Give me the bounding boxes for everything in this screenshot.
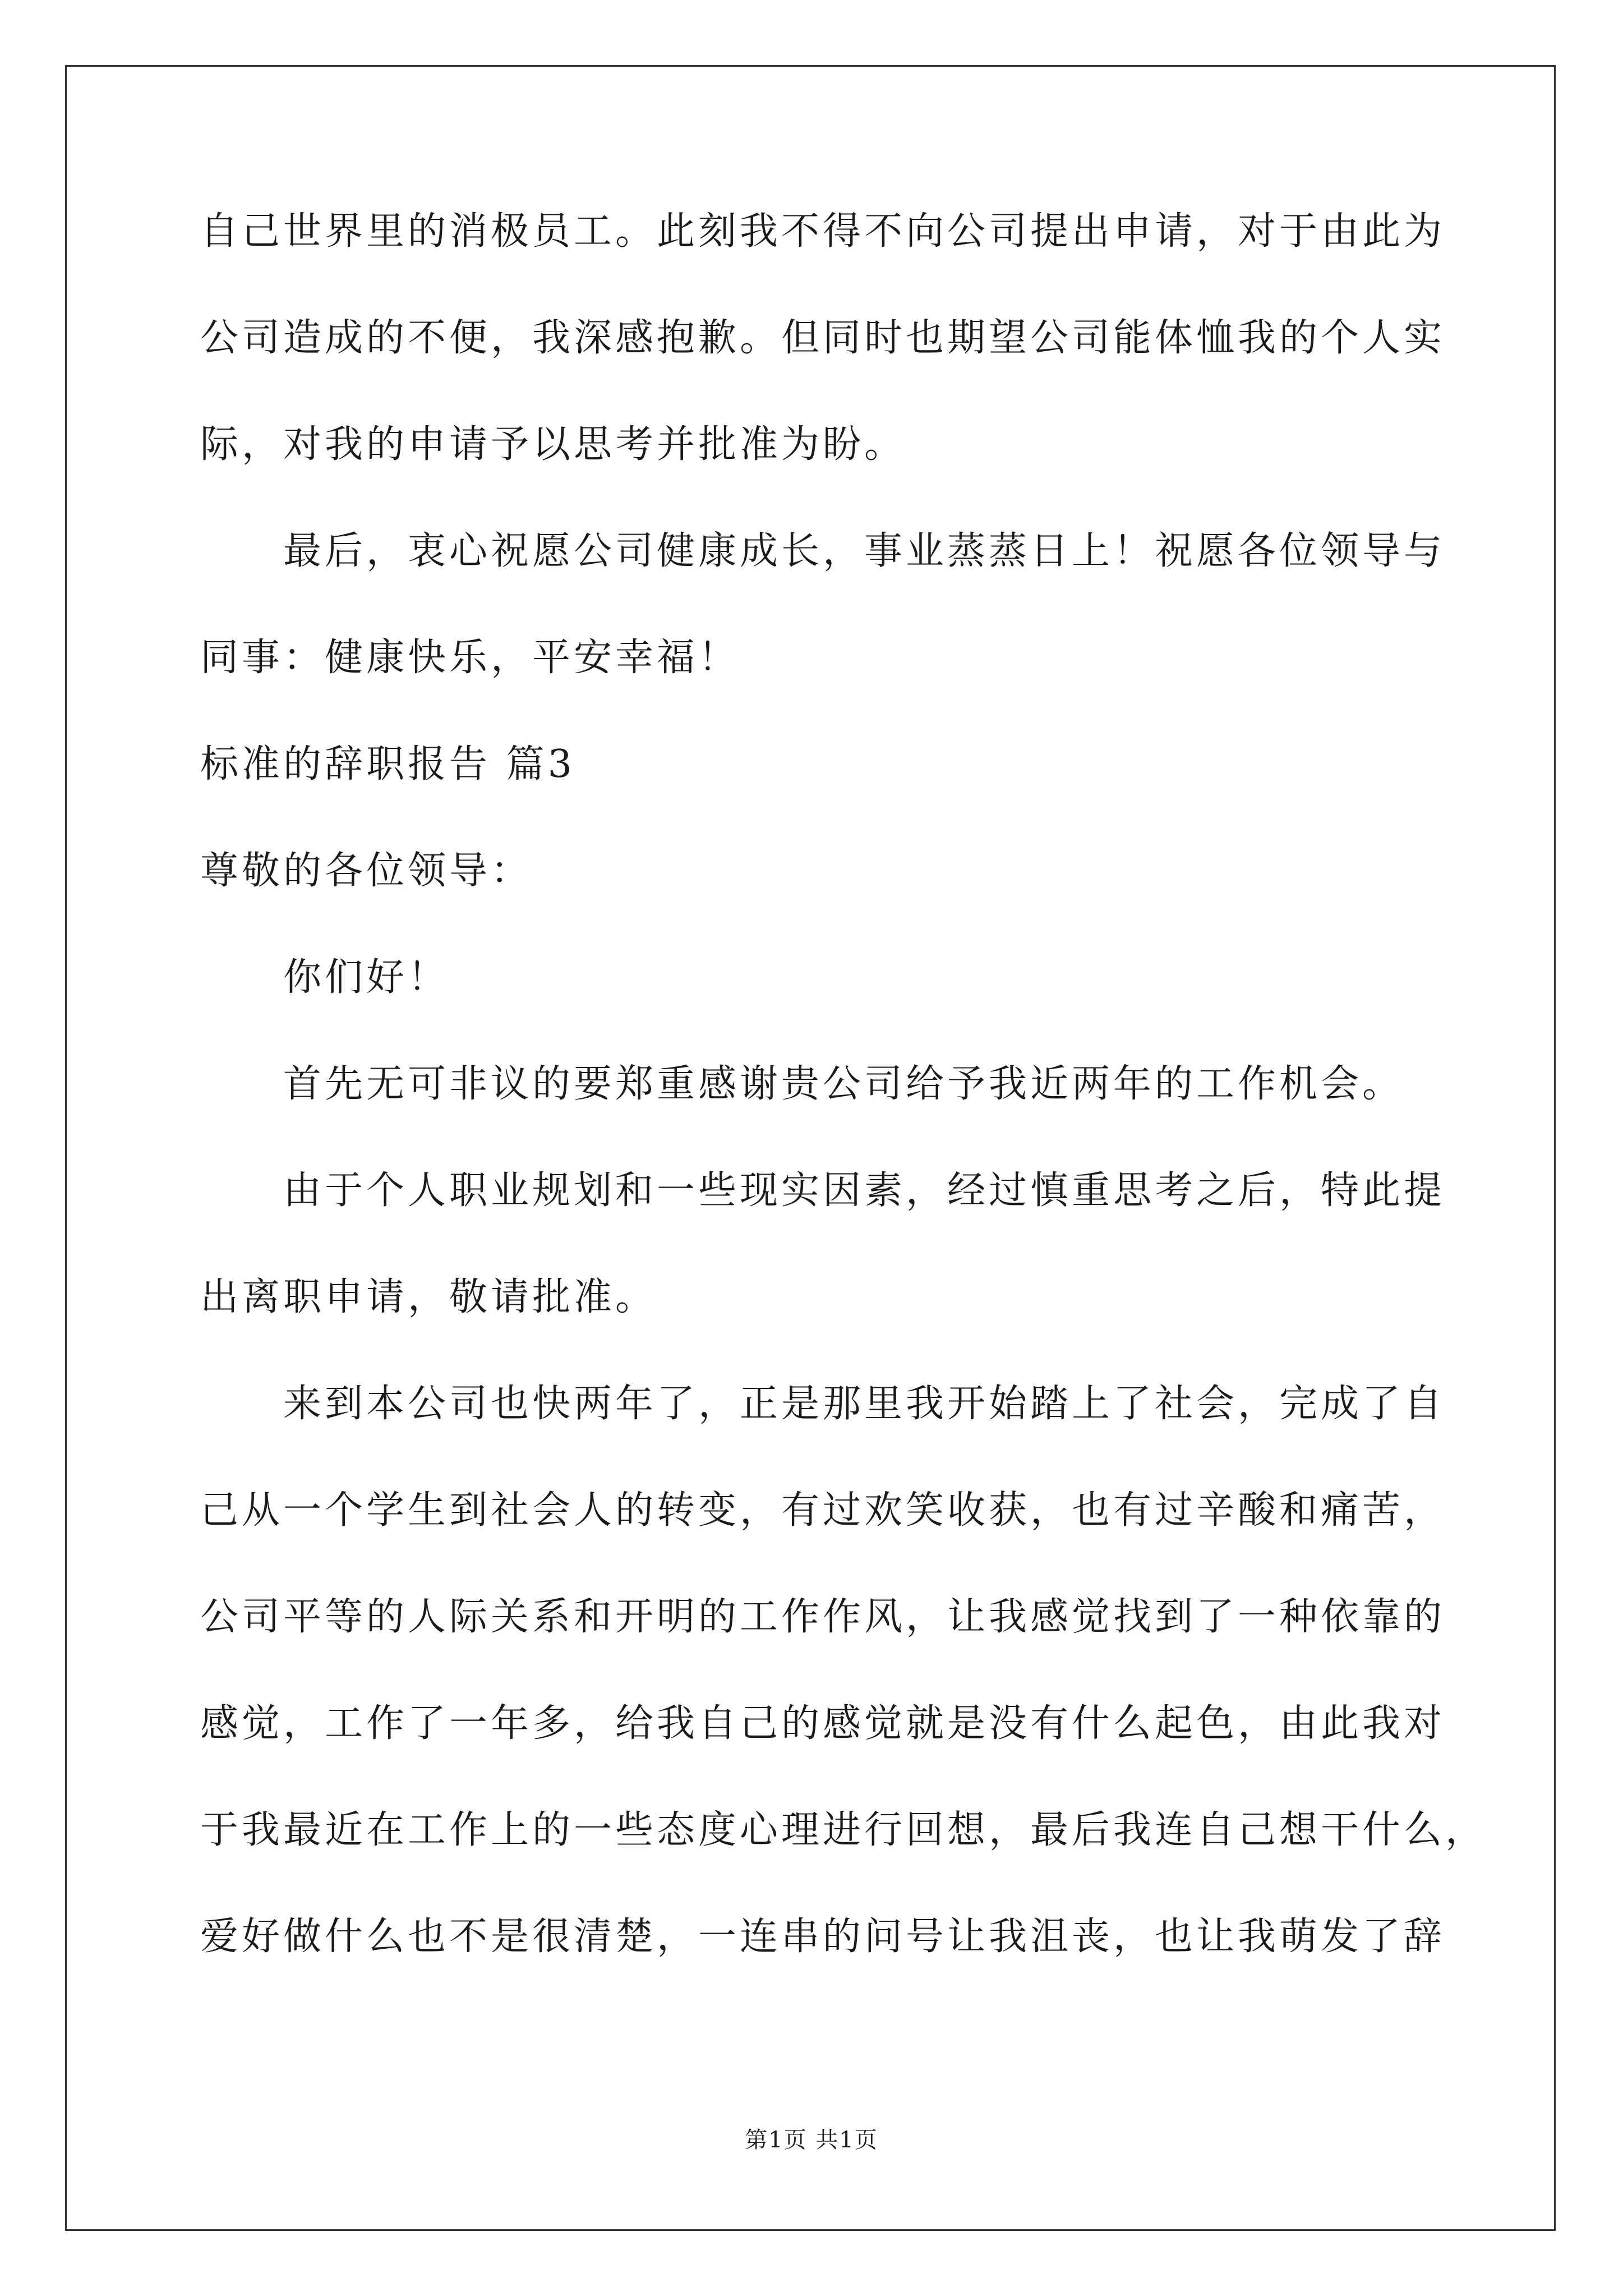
text-line: 公司平等的人际关系和开明的工作作风，让我感觉找到了一种依靠的 [200, 1595, 1446, 1639]
page-border [65, 65, 1556, 2231]
text-line: 出离职申请，敬请批准。 [200, 1275, 657, 1319]
text-line: 际，对我的申请予以思考并批准为盼。 [200, 422, 906, 467]
text-line: 爱好做什么也不是很清楚，一连串的问号让我沮丧，也让我萌发了辞 [200, 1915, 1446, 1959]
text-line: 自己世界里的消极员工。此刻我不得不向公司提出申请，对于由此为 [200, 209, 1446, 254]
text-line: 最后，衷心祝愿公司健康成长，事业蒸蒸日上！祝愿各位领导与 [283, 529, 1446, 573]
text-line: 同事：健康快乐，平安幸福！ [200, 636, 740, 680]
text-line: 由于个人职业规划和一些现实因素，经过慎重思考之后，特此提 [283, 1168, 1446, 1213]
text-line: 于我最近在工作上的一些态度心理进行回想，最后我连自己想干什么， [200, 1808, 1487, 1852]
text-line: 公司造成的不便，我深感抱歉。但同时也期望公司能体恤我的个人实 [200, 316, 1446, 360]
text-line: 首先无可非议的要郑重感谢贵公司给予我近两年的工作机会。 [283, 1062, 1404, 1106]
section-heading: 标准的辞职报告 篇3 [200, 742, 575, 786]
text-line: 来到本公司也快两年了，正是那里我开始踏上了社会，完成了自 [283, 1382, 1446, 1426]
salutation: 尊敬的各位领导： [200, 849, 533, 893]
page-footer: 第1页 共1页 [745, 2127, 878, 2153]
greeting: 你们好！ [283, 955, 450, 1000]
text-line: 己从一个学生到社会人的转变，有过欢笑收获，也有过辛酸和痛苦， [200, 1488, 1446, 1533]
text-line: 感觉，工作了一年多，给我自己的感觉就是没有什么起色，由此我对 [200, 1701, 1446, 1746]
